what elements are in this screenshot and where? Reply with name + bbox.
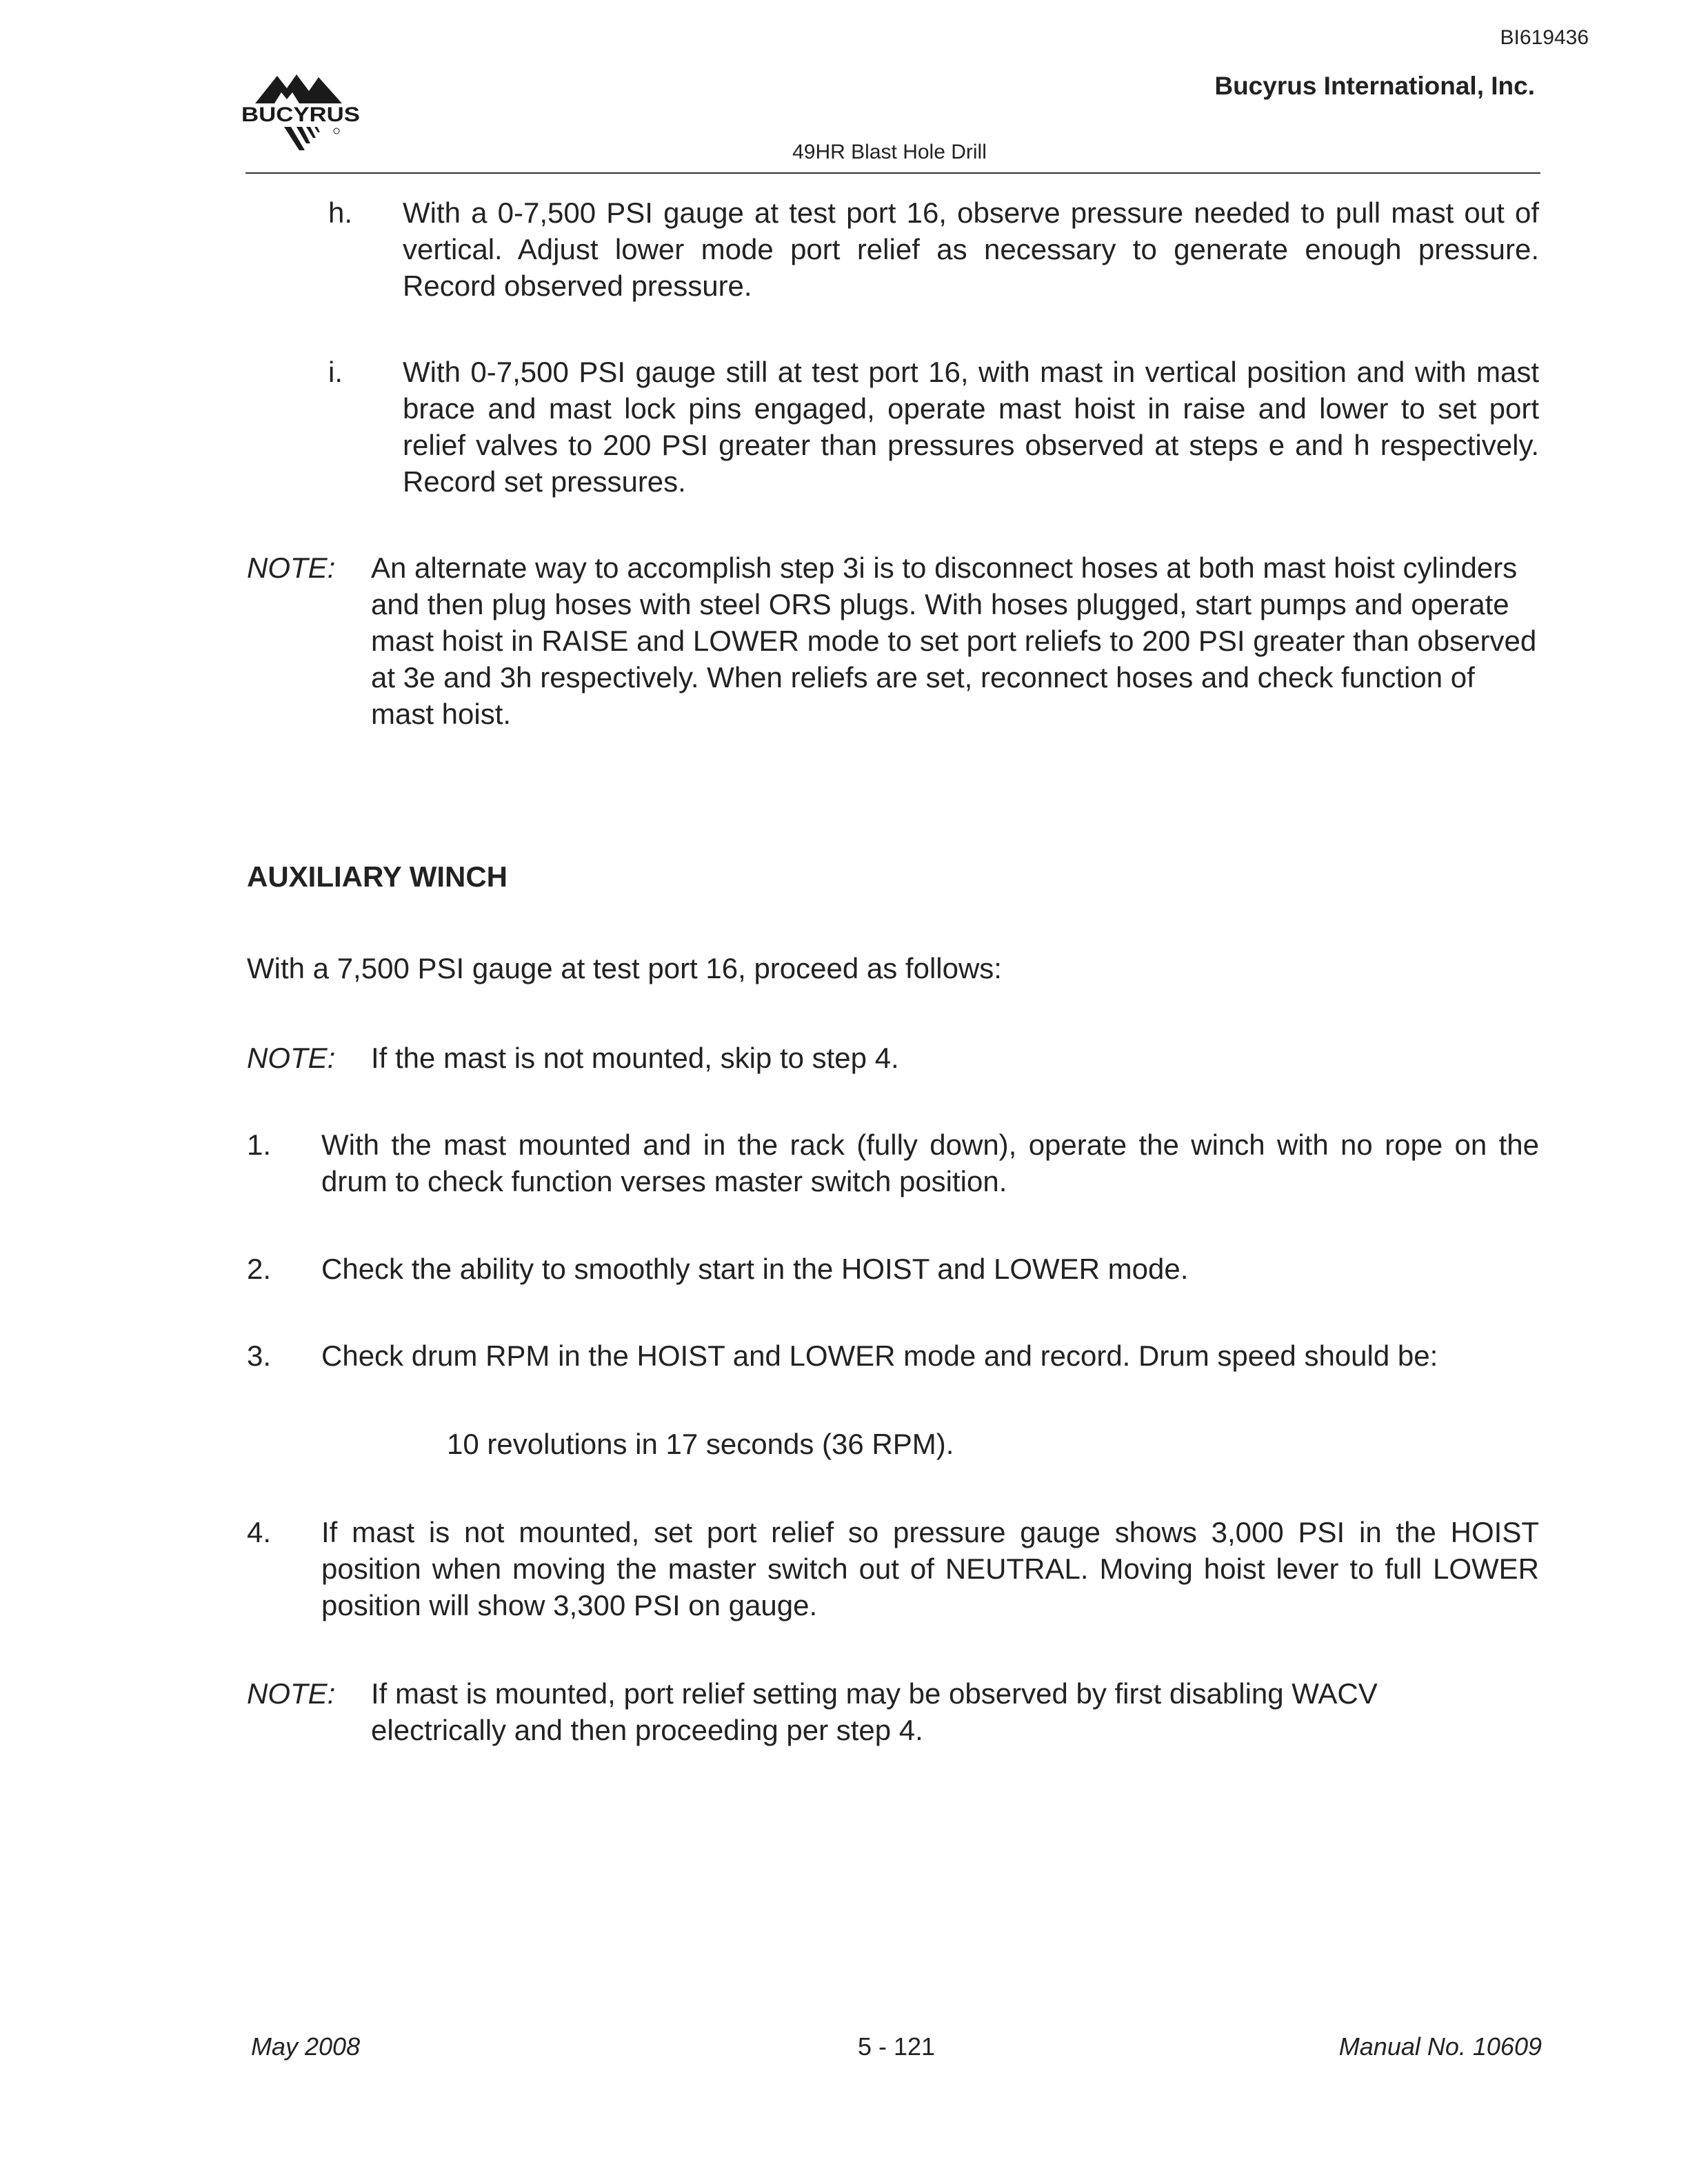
manual-number: Manual No. 10609 [1338,2032,1542,2061]
page-number: 5 - 121 [857,2032,936,2061]
footer-date: May 2008 [251,2032,361,2061]
section-intro: With a 7,500 PSI gauge at test port 16, proceed as follows: [247,952,1002,984]
step-2-text: Check the ability to smoothly start in the HOIST and LOWER mode. [321,1253,1189,1285]
header-divider [245,172,1540,174]
note-label: NOTE: [247,552,336,584]
drum-speed-spec: 10 revolutions in 17 seconds (36 RPM). [447,1428,954,1460]
step-1-text: With the mast mounted and in the rack (fully down), operate the winch with no rope on the drum to check function verses master switch position. [321,1129,1539,1197]
company-name: Bucyrus International, Inc. [1214,72,1535,100]
step-3-marker: 3. [247,1339,272,1372]
step-h-text: With a 0-7,500 PSI gauge at test port 16, observe pressure needed to pull mast out of vertical. Adjust lower mode port relief as necessary to generate enough pressure. Record observed pressure. [403,196,1539,302]
svg-text:BUCYRUS: BUCYRUS [241,103,360,126]
note-label: NOTE: [247,1677,336,1710]
step-i-marker: i. [328,356,343,388]
step-4-text: If mast is not mounted, set port relief so pressure gauge shows 3,000 PSI in the HOIST position when moving the master switch out of NEUTRAL. Moving hoist lever to full LOWER position will show 3,300 PSI on gauge. [321,1516,1539,1621]
section-heading: AUXILIARY WINCH [247,860,508,893]
step-3-text: Check drum RPM in the HOIST and LOWER mode and record. Drum speed should be: [321,1339,1438,1372]
note-label: NOTE: [247,1042,336,1074]
step-h-marker: h. [328,196,353,229]
step-2-marker: 2. [247,1253,272,1285]
manual-subtitle: 49HR Blast Hole Drill [792,141,987,163]
note-text: An alternate way to accomplish step 3i is to disconnect hoses at both mast hoist cylinders and then plug hoses with steel ORS plugs. With hoses plugged, start pumps and operate mast hoist in RAISE and LOWER mode to set port reliefs to 200 PSI greater than observed at 3e and 3h respectively. When reliefs are set, reconnect hoses and check function of mast hoist. [371,552,1537,730]
note-text: If mast is mounted, port relief setting may be observed by first disabling WACV electrically and then proceeding per step 4. [371,1677,1378,1746]
step-4-marker: 4. [247,1516,272,1548]
note-text: If the mast is not mounted, skip to step 4. [371,1042,899,1074]
step-i-text: With 0-7,500 PSI gauge still at test port 16, with mast in vertical position and with mast brace and mast lock pins engaged, operate mast hoist in raise and lower to set port relief valves to 200 PSI greater than pressures observed at steps e and h respectively. Record set pressures. [403,356,1539,498]
document-id: BI619436 [1500,26,1589,49]
step-1-marker: 1. [247,1129,272,1161]
